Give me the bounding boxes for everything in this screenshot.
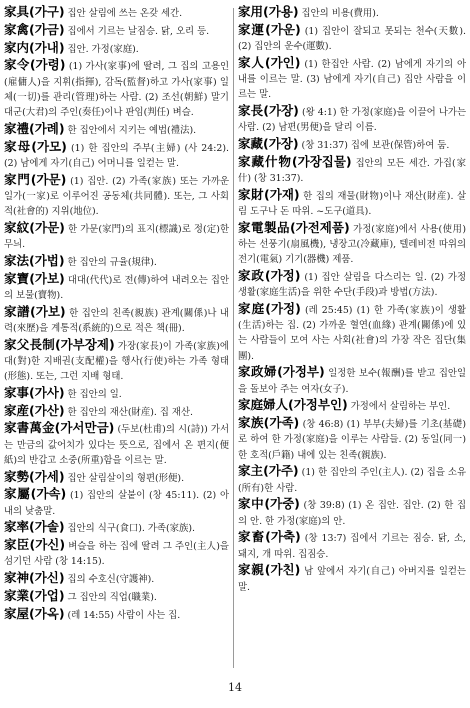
dictionary-entry	[238, 415, 466, 463]
entry-definition: 한 집안의 친족(親族) 관계(關係)나 내력(來歷)을 계통적(系統的)으로 적은 책(冊).	[4, 307, 229, 334]
entry-definition: 집의 수호신(守護神).	[64, 574, 155, 586]
column-divider	[233, 8, 234, 668]
entry-definition: (1) 한 집안의 주부(主婦) (사 24:2). (2) 남에게 자기(自己) 어머니를 일컫는 말.	[4, 142, 229, 169]
entry-headword: 家令(가령)	[4, 57, 66, 73]
dictionary-entry	[4, 420, 229, 468]
dictionary-entry	[4, 486, 229, 518]
dictionary-entry	[238, 4, 466, 21]
entry-definition: 가장(家長)이 가족(家族)에 대(對)한 지배권(支配權)을 행사(行使)하는 가족 형태(形態). 또는, 그런 지배 형태.	[4, 340, 229, 382]
entry-headword: 家長(가장)	[238, 103, 299, 118]
dictionary-entry	[4, 172, 229, 220]
entry-headword: 家人(가인)	[238, 54, 301, 70]
dictionary-entry	[4, 403, 229, 420]
dictionary-entry	[4, 337, 229, 385]
entry-headword: 家庭(가정)	[238, 301, 301, 316]
entry-definition: 그 집안의 직업(職業).	[64, 591, 157, 603]
left-column	[4, 4, 229, 624]
entry-headword: 家中(가중)	[238, 496, 300, 512]
entry-headword: 家父長制(가부장제)	[4, 336, 115, 352]
dictionary-entry	[4, 537, 229, 569]
dictionary-entry	[4, 519, 229, 536]
entry-definition: (1) 집안. (2) 가족(家族) 또는 가까운 일가(一家)로 이루어진 공동체(共同體). 또는, 그 사회적(社會的) 지위(地位).	[4, 175, 229, 217]
entry-headword: 家門(가문)	[4, 171, 67, 187]
dictionary-entry	[238, 220, 466, 268]
entry-definition: 한 집안의 일.	[64, 388, 122, 400]
dictionary-entry	[4, 469, 229, 486]
entry-definition: 집안의 식구(食口). 가족(家族).	[64, 523, 196, 535]
page-number: 14	[228, 681, 242, 694]
entry-headword: 家族(가족)	[238, 415, 300, 431]
entry-definition: 한 가문(家門)의 표지(標識)로 정(定)한 무늬.	[4, 223, 230, 250]
entry-definition: 한 집안의 규율(規律).	[64, 256, 157, 268]
entry-definition: 집안. 가정(家庭).	[64, 43, 139, 55]
entry-headword: 家具(가구)	[4, 4, 65, 19]
entry-headword: 家勢(가세)	[4, 468, 65, 484]
dictionary-entry	[238, 154, 466, 186]
dictionary-entry	[4, 139, 229, 171]
dictionary-entry	[4, 4, 229, 21]
entry-definition: (창 13:7) 집에서 기르는 짐승. 닭, 소, 돼지, 개 따위. 집짐승.	[238, 533, 466, 560]
entry-headword: 家畜(가축)	[238, 529, 301, 545]
entry-headword: 家財(가재)	[238, 186, 300, 202]
entry-headword: 家母(가모)	[4, 138, 67, 154]
dictionary-entry	[4, 22, 229, 39]
dictionary-entry	[238, 397, 466, 414]
entry-headword: 家内(가내)	[4, 39, 65, 55]
dictionary-entry	[4, 253, 229, 270]
entry-headword: 家用(가용)	[238, 4, 299, 19]
dictionary-entry	[4, 588, 229, 605]
entry-definition: 집안의 비용(費用).	[298, 8, 379, 19]
entry-headword: 家屋(가옥)	[4, 605, 65, 621]
entry-definition: (창 31:37) 집에 보관(保管)하여 둠.	[298, 140, 450, 151]
entry-definition: 가정에서 살림하는 부인.	[347, 401, 451, 413]
entry-definition: 한 집의 재물(財物)이나 재산(財産). 살림 도구나 돈 따위. ~도구(道具).	[238, 190, 467, 217]
entry-definition: (레 25:45) (1) 한 가족(家族)이 생활(生活)하는 집. (2) 가까운 혈연(血緣) 관계(關係)에 있는 사람들이 모여 사는 사회(社會)의 가장 작은 집단(集團).	[238, 305, 466, 362]
entry-headword: 家紋(가문)	[4, 219, 65, 235]
dictionary-entry	[4, 304, 229, 336]
entry-headword: 家業(가업)	[4, 587, 65, 603]
entry-definition: (1) 한 집안의 주인(主人). (2) 집을 소유(所有)한 사람.	[238, 467, 467, 494]
dictionary-entry	[238, 22, 466, 54]
dictionary-entry	[238, 529, 466, 561]
entry-headword: 家神(가신)	[4, 570, 65, 586]
dictionary-entry	[4, 271, 229, 303]
entry-definition: 집안 살림살이의 형편(形便).	[64, 472, 185, 484]
entry-headword: 家臣(가신)	[4, 537, 66, 553]
entry-definition: 남 앞에서 자기(自己) 아버지를 일컫는 말.	[238, 566, 467, 593]
dictionary-entry	[238, 103, 466, 135]
entry-definition: (1) 가사(家事)에 딸려, 그 집의 고용인(雇傭人)을 지휘(指揮), 감독(監督)하고 가사(家事) 일체(一切)를 관리(管理)하는 사람. (2) 조선(朝鮮) 말기 대군(大君)의 주인(奏任)이나 판임(判任) 벼슬.	[4, 61, 230, 118]
entry-headword: 家庭婦人(가정부인)	[238, 397, 348, 413]
entry-definition: 대대(代代)로 전(傳)하여 내려오는 집안의 보물(寶物).	[4, 274, 230, 301]
entry-headword: 家藏(가장)	[238, 136, 299, 151]
entry-definition: 벼슬을 하는 집에 딸려 그 주인(主人)을 섬기던 사람 (창 14:15).	[4, 541, 229, 568]
dictionary-entry	[238, 301, 466, 364]
dictionary-entry	[4, 220, 229, 252]
dictionary-entry	[238, 496, 466, 528]
entry-definition: (1) 집안 살림을 다스리는 일. (2) 가정생활(家庭生活)을 위한 수단(手段)과 방법(方法).	[238, 272, 467, 299]
dictionary-entry	[4, 606, 229, 623]
dictionary-entry	[4, 121, 229, 138]
entry-headword: 家政婦(가정부)	[238, 364, 325, 380]
dictionary-entry	[238, 463, 466, 495]
entry-headword: 家禽(가금)	[4, 21, 65, 37]
entry-definition: (창 46:8) (1) 부부(夫婦)를 기초(基礎)로 하여 한 가정(家庭)을 이루는 사람들. (2) 동일(同一)한 호적(戶籍) 내에 있는 친족(親族).	[238, 419, 466, 461]
entry-headword: 家屬(가속)	[4, 486, 67, 502]
dictionary-entry	[4, 570, 229, 587]
entry-definition: (두보(杜甫)의 시(詩)) 가서는 만금의 값어치가 있다는 뜻으로, 집에서 온 편지(便紙)의 반갑고 소중(所重)함을 이르는 말.	[4, 424, 229, 466]
dictionary-entry	[238, 364, 466, 396]
entry-definition: 집안의 모든 세간. 가집(家什) (창 31:37).	[238, 157, 466, 184]
entry-definition: (창 39:8) (1) 온 집안. 집안. (2) 한 집의 안. 한 가정(家庭)의 안.	[238, 500, 466, 527]
entry-definition: (1) 집안의 살붙이 (창 45:11). (2) 아내의 낮춤말.	[4, 490, 229, 517]
dictionary-entry	[238, 136, 466, 153]
entry-headword: 家電製品(가전제품)	[238, 219, 350, 235]
dictionary-entry	[238, 268, 466, 300]
dictionary-entry	[238, 55, 466, 103]
entry-headword: 家政(가정)	[238, 268, 301, 283]
dictionary-entry	[4, 57, 229, 120]
entry-headword: 家藏什物(가장집물)	[238, 153, 352, 169]
dictionary-entry	[238, 187, 466, 219]
entry-definition: 집에서 기르는 날짐승. 닭, 오리 등.	[64, 25, 210, 37]
entry-headword: 家親(가친)	[238, 562, 301, 578]
entry-definition: 가정(家庭)에서 사용(使用)하는 선풍기(扇風機), 냉장고(冷藏庫), 텔레비전 따위의 전기(電氣) 기기(器機) 제품.	[238, 223, 466, 266]
entry-headword: 家法(가법)	[4, 252, 65, 268]
entry-definition: (왕 4:1) 한 가정(家庭)을 이끌어 나가는 사람. (2) 남편(男便)을 달리 이름.	[238, 107, 467, 134]
entry-headword: 家主(가주)	[238, 463, 299, 479]
dictionary-entry	[4, 40, 229, 57]
entry-definition: 한 집안의 재산(財産). 집 재산.	[64, 406, 194, 418]
entry-definition: 집안 살림에 쓰는 온갖 세간.	[64, 8, 183, 19]
entry-headword: 家書萬金(가서만금)	[4, 420, 115, 436]
dictionary-entry	[238, 562, 466, 594]
entry-headword: 家運(가운)	[238, 21, 301, 37]
entry-headword: 家産(가산)	[4, 402, 65, 418]
entry-headword: 家率(가솔)	[4, 519, 65, 535]
entry-definition: (1) 집안이 잘되고 못되는 천수(天數). (2) 집안의 운수(運數).	[238, 25, 466, 52]
dictionary-entry	[4, 385, 229, 402]
right-column	[238, 4, 466, 595]
entry-headword: 家事(가사)	[4, 384, 65, 400]
entry-definition: 한 집안에서 지키는 예법(禮法).	[64, 124, 197, 136]
entry-headword: 家禮(가례)	[4, 120, 65, 136]
entry-headword: 家譜(가보)	[4, 303, 66, 319]
entry-definition: 일정한 보수(報酬)를 받고 집안일을 돌보아 주는 여자(女子).	[238, 368, 467, 395]
entry-headword: 家寶(가보)	[4, 270, 65, 286]
entry-definition: (1) 한집안 사람. (2) 남에게 자기의 아내를 이르는 말. (3) 남에게 자기(自己) 집안 사람을 이르는 말.	[238, 58, 467, 101]
entry-definition: (레 14:55) 사람이 사는 집.	[64, 609, 181, 621]
